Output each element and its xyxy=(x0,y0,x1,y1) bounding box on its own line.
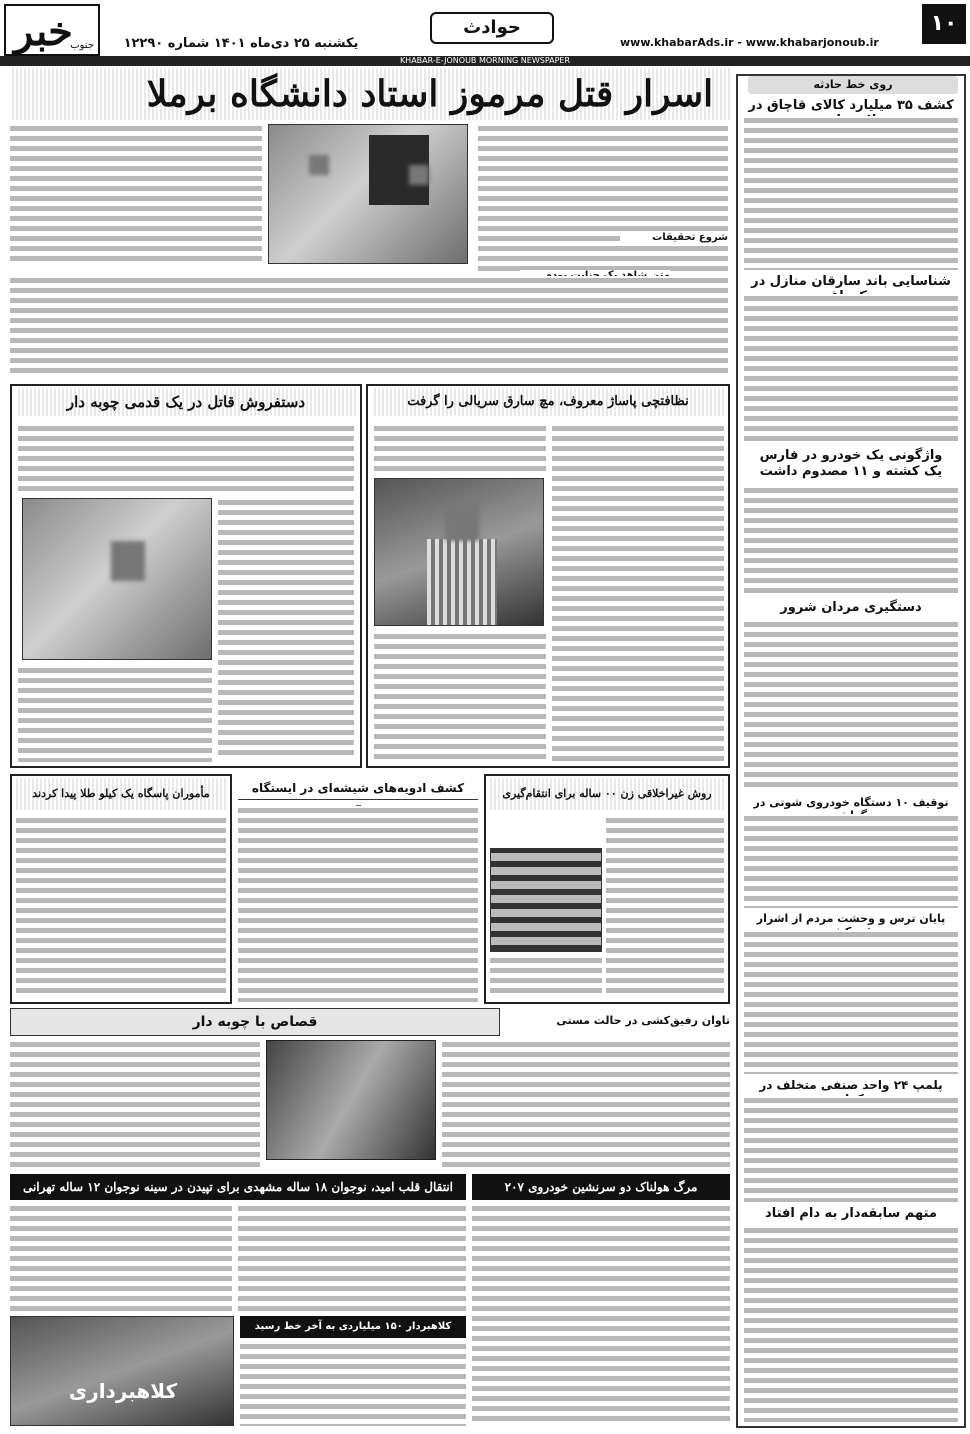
sidebar-item-text xyxy=(744,1226,958,1422)
article-6-text-b xyxy=(10,1040,260,1168)
article-1-photo xyxy=(22,498,212,660)
logo-subtext: جنوب xyxy=(70,40,94,51)
article-5-text-b xyxy=(490,956,602,998)
website-urls[interactable]: www.khabarAds.ir - www.khabarjonoub.ir xyxy=(620,36,879,49)
photo-face-blur xyxy=(111,541,145,581)
issue-date: یکشنبه ۲۵ دی‌ماه ۱۴۰۱ شماره ۱۲۲۹۰ xyxy=(123,36,359,51)
sidebar-item-headline: شناسایی باند سارقان منازل در xyxy=(751,274,951,289)
sidebar-item-headline: متهم سابقه‌دار به دام افتاد xyxy=(765,1206,937,1221)
main-subhead-1: شروع تحقیقات xyxy=(620,232,728,243)
article-2-text-a xyxy=(552,424,724,762)
photo-prisoner-uniform xyxy=(427,539,497,625)
article-6-photo-knife xyxy=(266,1040,436,1160)
sidebar-item-headline: توقیف ۱۰ دستگاه خودروی شوتی در xyxy=(753,796,949,809)
section-title: حوادث xyxy=(430,12,554,44)
sidebar-item-text xyxy=(744,620,958,790)
main-story-text-left xyxy=(10,124,262,264)
sidebar-item-headline: دستگیری مردان شرور xyxy=(780,600,922,615)
sidebar-item-headline: واژگونی یک خودرو در فارس یک کشته و ۱۱ مصدوم داشت xyxy=(759,448,943,479)
article-3-text xyxy=(16,816,226,998)
article-5-headline: روش غیراخلاقی زن ۰۰ ساله برای انتقام‌گیری xyxy=(488,778,726,810)
sidebar-item-text xyxy=(744,814,958,908)
article-1-text-c xyxy=(18,666,212,762)
article-1-text xyxy=(18,424,354,494)
article-7-text-b xyxy=(10,1204,232,1312)
sidebar-item-text xyxy=(744,930,958,1074)
article-9-headline: کلاهبردار ۱۵۰ میلیاردی به آخر خط رسید xyxy=(240,1316,466,1338)
article-2-text-b xyxy=(374,424,546,474)
sidebar-tag: روی خط حادثه xyxy=(748,76,958,94)
sidebar-item-headline: پایان ترس و وحشت مردم از اشرار xyxy=(756,912,946,925)
main-story-text-bottom xyxy=(10,276,728,374)
page-number: ۱۰ xyxy=(922,4,966,44)
sidebar-item-text xyxy=(744,294,958,442)
masthead-band: KHABAR-E-JONOUB MORNING NEWSPAPER xyxy=(0,56,970,66)
article-7-text xyxy=(238,1204,466,1312)
photo-face-blur xyxy=(309,155,329,175)
sidebar-item-headline: پلمپ ۲۴ واحد صنفی متخلف در xyxy=(759,1078,943,1092)
sidebar-item-text xyxy=(744,486,958,594)
article-3-headline: مأموران پاسگاه یک کیلو طلا پیدا کردند xyxy=(14,778,228,810)
promo-title: کلاهبرداری xyxy=(68,1379,178,1403)
article-7-headline: انتقال قلب امید، نوجوان ۱۸ ساله مشهدی برای تپیدن در سینه نوجوان ۱۲ ساله تهرانی xyxy=(10,1174,466,1200)
article-9-text xyxy=(240,1342,466,1426)
fraud-promo-graphic xyxy=(10,1316,234,1426)
main-story-text-right xyxy=(478,124,728,272)
article-4-text xyxy=(238,806,478,1002)
newspaper-logo xyxy=(4,4,100,56)
article-6-text-a xyxy=(442,1040,730,1168)
article-1-headline: دستفروش قاتل در یک قدمی چوبه دار xyxy=(16,388,356,416)
main-story-photo xyxy=(268,124,468,264)
sidebar-item-headline: کشف ۳۵ میلیارد کالای قاچاق در xyxy=(748,98,954,113)
article-6-kicker: تاوان رفیق‌کشی در حالت مستی xyxy=(556,1014,730,1027)
sidebar-item-text xyxy=(744,116,958,270)
logo-text: خبر xyxy=(14,8,73,55)
article-6-banner: قصاص با چوبه دار xyxy=(10,1008,500,1036)
article-5-text-a xyxy=(606,816,724,998)
article-5-photo-keyboard xyxy=(490,848,602,952)
sidebar-item-text xyxy=(744,1096,958,1202)
photo-face-blur xyxy=(445,503,479,541)
article-2-headline: نظافتچی پاساژ معروف، مچ سارق سریالی را گرفت xyxy=(372,388,724,416)
article-8-headline: مرگ هولناک دو سرنشین خودروی ۲۰۷ xyxy=(472,1174,730,1200)
article-4-headline: کشف ادویه‌های شیشه‌ای در ایستگاه xyxy=(238,776,478,800)
photo-face-blur xyxy=(409,165,429,185)
main-headline: اسرار قتل مرموز استاد دانشگاه برملا xyxy=(146,73,714,115)
article-1-text-b xyxy=(218,498,354,760)
article-2-text-c xyxy=(374,632,546,762)
article-2-photo xyxy=(374,478,544,626)
article-8-text xyxy=(472,1204,730,1426)
